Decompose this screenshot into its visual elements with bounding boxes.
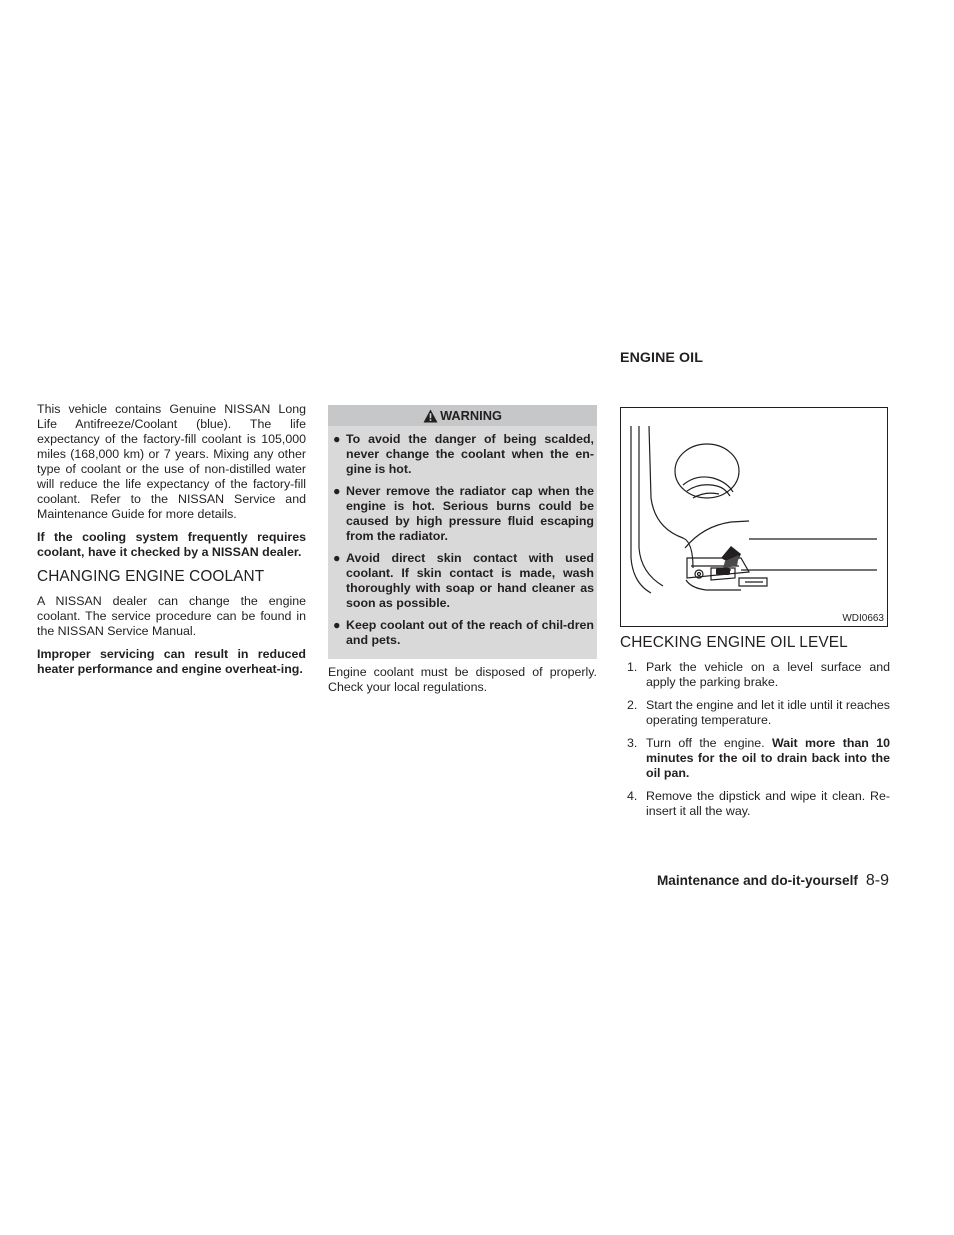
step-item [620, 698, 890, 728]
warning-box [328, 405, 597, 659]
warning-item-text: To avoid the danger of being scalded, never change the coolant when the en-gine is hot. [346, 432, 594, 476]
warning-item [331, 484, 594, 544]
engine-oil-section-title: ENGINE OIL [620, 350, 703, 366]
changing-coolant-heading: CHANGING ENGINE COOLANT [37, 568, 265, 585]
warning-item [331, 618, 594, 648]
dipstick-illustration [620, 407, 888, 627]
engine-bay-drawing [621, 408, 887, 626]
step-text: Start the engine and let it idle until it reaches operating temperature. [646, 698, 890, 727]
chapter-title: Maintenance and do-it-yourself [656, 873, 858, 888]
step-item [620, 789, 890, 819]
left-column [37, 402, 306, 685]
oil-check-steps [620, 660, 890, 819]
step-text: Park the vehicle on a level surface and apply the parking brake. [646, 660, 890, 689]
warning-list [331, 432, 594, 648]
warning-triangle-icon [423, 409, 438, 423]
step-text: Turn off the engine. [646, 736, 772, 750]
middle-column [328, 405, 597, 703]
step-number: 2. [627, 698, 638, 712]
warning-item [331, 432, 594, 477]
figure-code: WDI0663 [842, 613, 884, 624]
step-item [620, 660, 890, 690]
step-number: 1. [627, 660, 638, 674]
coolant-note-paragraph: If the cooling system frequently requires coolant, have it checked by a NISSAN dealer. [37, 530, 306, 559]
bullet-icon: ● [333, 432, 341, 446]
warning-item-text: Keep coolant out of the reach of chil-dren and pets. [346, 618, 594, 647]
warning-title-bar [328, 405, 597, 426]
right-column [620, 349, 890, 827]
checking-oil-level-heading: CHECKING ENGINE OIL LEVEL [620, 634, 848, 651]
step-number: 3. [627, 736, 638, 750]
coolant-intro-paragraph: This vehicle contains Genuine NISSAN Long Life Antifreeze/Coolant (blue). The life expectancy of the factory-fill coolant is 105,000 miles (168,000 km) or 7 years. Mixing any other type of coolant or the use of non-distilled water will reduce the life expectancy of the factory-fill coolant. Refer to the NISSAN Service and Maintenance Guide for more details. [37, 402, 306, 521]
disposal-paragraph: Engine coolant must be disposed of properly. Check your local regulations. [328, 665, 597, 694]
step-number: 4. [627, 789, 638, 803]
changing-coolant-paragraph: A NISSAN dealer can change the engine coolant. The service procedure can be found in the NISSAN Service Manual. [37, 594, 306, 638]
warning-item-text: Avoid direct skin contact with used coolant. If skin contact is made, wash thoroughly with soap or hand cleaner as soon as possible. [346, 551, 594, 610]
bullet-icon: ● [333, 618, 341, 632]
warning-item-text: Never remove the radiator cap when the engine is hot. Serious burns could be caused by high pressure fluid escaping from the radiator. [346, 484, 594, 543]
bullet-icon: ● [333, 551, 341, 565]
step-text: Remove the dipstick and wipe it clean. Re-insert it all the way. [646, 789, 890, 818]
page-footer [560, 872, 889, 890]
step-bold-text: Wait more than 10 minutes for the oil to drain back into the oil pan. [646, 736, 891, 780]
step-item [620, 736, 890, 781]
page-number: 8-9 [865, 872, 889, 889]
warning-title: WARNING [440, 408, 502, 423]
servicing-caution-paragraph: Improper servicing can result in reduced heater performance and engine overheat-ing. [37, 647, 306, 676]
bullet-icon: ● [333, 484, 341, 498]
warning-item [331, 551, 594, 611]
